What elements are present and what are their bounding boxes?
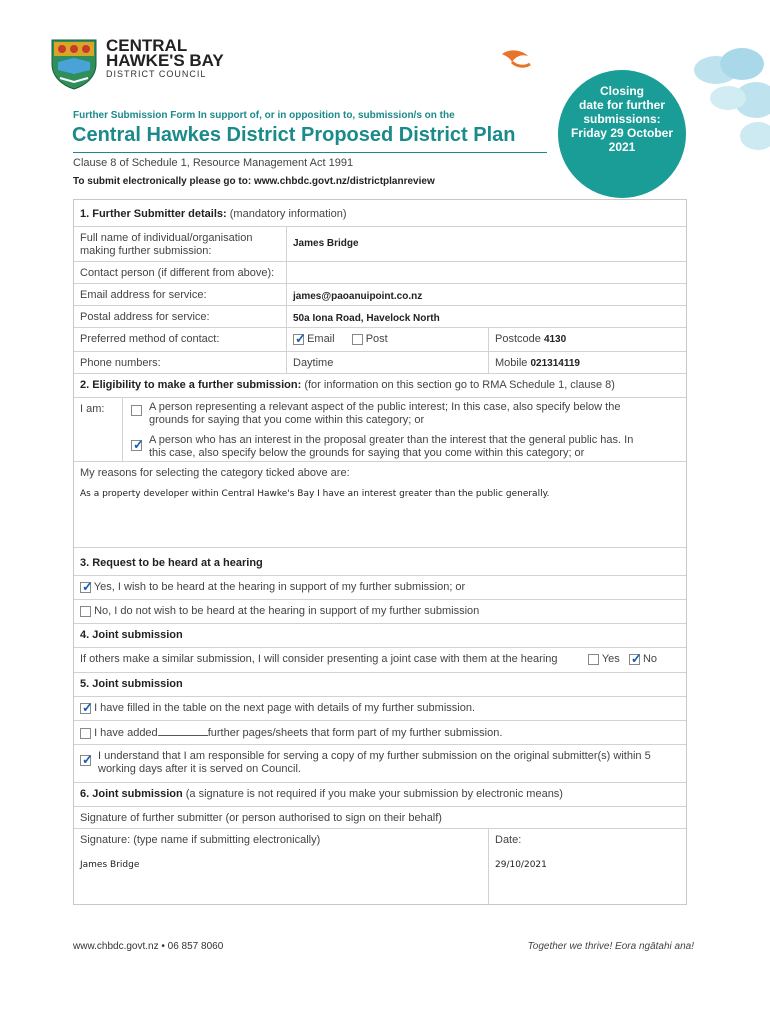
post-option-label: Post [365,333,388,345]
contact-field[interactable] [286,262,686,283]
section2-header [74,374,686,398]
method-label: Preferred method of contact: [80,333,220,345]
table-filled-label: I have filled in the table on the next page with details of my further submission. [94,702,475,714]
council-crest-logo [50,38,98,90]
name-row [74,227,686,262]
heard-yes-label: Yes, I wish to be heard at the hearing in support of my further submission; or [93,581,466,593]
responsibility-row [74,745,686,783]
phone-row [74,352,686,374]
submission-form [73,199,687,905]
date-label: Date: [495,834,522,846]
section5-header [74,673,686,697]
joint-case-text: If others make a similar submission, I will consider presenting a joint case with them at the hearing [80,653,558,665]
footer-tagline: Together we thrive! Eora ngātahi ana! [527,941,694,952]
email-checkbox[interactable]: ✓ [295,330,306,346]
name-label: Full name of individual/organisation making further submission: [80,232,253,257]
date-field[interactable]: 29/10/2021 [495,860,547,870]
section5-heading: 5. Joint submission [80,678,183,690]
joint-no-checkbox[interactable]: ✓ [630,650,642,666]
cloud-decoration-icon [676,40,770,170]
heard-yes-checkbox[interactable]: ✓ [82,578,93,594]
section6-heading: 6. Joint submission [80,788,183,800]
added-pages-checkbox[interactable] [80,728,91,739]
added-pages-count-field[interactable] [158,726,208,736]
postcode-label: Postcode [495,333,541,345]
form-supertitle: Further Submission Form In support of, or in opposition to, submission/s on the [73,110,455,121]
clause-text: Clause 8 of Schedule 1, Resource Management Act 1991 [73,157,354,169]
name-field[interactable]: James Bridge [293,238,359,249]
section6-header [74,783,686,807]
reasons-field[interactable]: As a property developer within Central Hawke's Bay I have an interest greater than the public generally. [80,489,550,499]
added-pages-label-a: I have added [94,727,158,739]
table-filled-checkbox[interactable]: ✓ [82,699,93,715]
signature-field[interactable]: James Bridge [80,860,140,870]
post-checkbox[interactable] [352,334,363,345]
section1-heading: 1. Further Submitter details: [80,208,227,220]
added-pages-row [74,721,686,745]
signature-of-label: Signature of further submitter (or person authorised to sign on their behalf) [80,812,442,824]
section4-heading: 4. Joint submission [80,629,183,641]
postal-label: Postal address for service: [80,311,210,323]
heard-yes-row [74,576,686,600]
heard-no-label: No, I do not wish to be heard at the hearing in support of my further submission [94,605,480,617]
phone-label: Phone numbers: [80,357,161,369]
section3-heading: 3. Request to be heard at a hearing [80,557,263,569]
section1-header [74,200,686,227]
contact-row [74,262,686,284]
section2-note: (for information on this section go to RMA Schedule 1, clause 8) [301,379,615,391]
eligibility-row [74,398,686,462]
reasons-label: My reasons for selecting the category ticked above are: [80,467,350,479]
postcode-field[interactable]: 4130 [543,334,567,345]
council-name-line3: DISTRICT COUNCIL [106,69,207,79]
heard-no-checkbox[interactable] [80,606,91,617]
closing-line3: submissions: [583,112,661,126]
page-title: Central Hawkes District Proposed District Plan [72,124,516,146]
email-option-label: Email [307,333,335,345]
email-row [74,284,686,306]
closing-line1: Closing [600,84,644,98]
joint-no-label: No [642,653,657,665]
council-name-line1: CENTRAL [106,36,188,55]
heard-no-row [74,600,686,624]
joint-yes-checkbox[interactable] [588,654,599,665]
closing-line2: date for further [578,98,665,112]
added-pages-label-b: further pages/sheets that form part of my further submission. [207,727,503,739]
closing-line4: Friday 29 October [570,126,674,140]
bird-swirl-icon [498,46,534,74]
council-name-line2: HAWKE'S BAY [106,51,224,70]
section2-heading: 2. Eligibility to make a further submission: [80,379,302,391]
section6-note: (a signature is not required if you make your submission by electronic means) [182,788,563,800]
signature-of-row [74,807,686,829]
responsibility-label: I understand that I am responsible for serving a copy of my further submission on the original submitter(s) within 5 working days after it is served on Council. [98,750,651,775]
section1-note: (mandatory information) [226,208,347,220]
daytime-label: Daytime [286,352,488,373]
title-underline [73,152,547,153]
footer-contact: www.chbdc.govt.nz • 06 857 8060 [73,941,224,952]
closing-date-badge [558,70,686,198]
closing-line5: 2021 [608,140,636,154]
signature-label: Signature: (type name if submitting electronically) [80,834,321,846]
joint-yes-label: Yes [601,653,620,665]
reasons-row [74,462,686,548]
email-field[interactable]: james@paoanuipoint.co.nz [293,291,423,302]
section3-header [74,548,686,576]
mobile-label: Mobile [495,357,528,369]
postal-field[interactable]: 50a Iona Road, Havelock North [293,313,440,324]
postal-row [74,306,686,328]
greater-interest-checkbox[interactable]: ✓ [133,436,144,452]
responsibility-checkbox[interactable]: ✓ [82,751,93,767]
method-row [74,328,686,352]
mobile-field[interactable]: 021314119 [530,358,580,369]
joint-case-row [74,648,686,673]
table-filled-row [74,697,686,721]
contact-label: Contact person (if different from above): [80,267,275,279]
section4-header [74,624,686,648]
iam-label: I am: [80,403,105,415]
public-interest-label: A person representing a relevant aspect of the public interest; In this case, also specify below the grounds for saying that you come within this category; or [149,401,621,426]
email-label: Email address for service: [80,289,207,301]
public-interest-checkbox[interactable] [131,405,142,416]
greater-interest-label: A person who has an interest in the proposal greater than the interest that the general public has. In this case, also specify below the grounds for saying that you come within this category; or [149,434,634,459]
signature-row [74,829,686,904]
electronic-instructions: To submit electronically please go to: www.chbdc.govt.nz/districtplanreview [73,176,435,187]
